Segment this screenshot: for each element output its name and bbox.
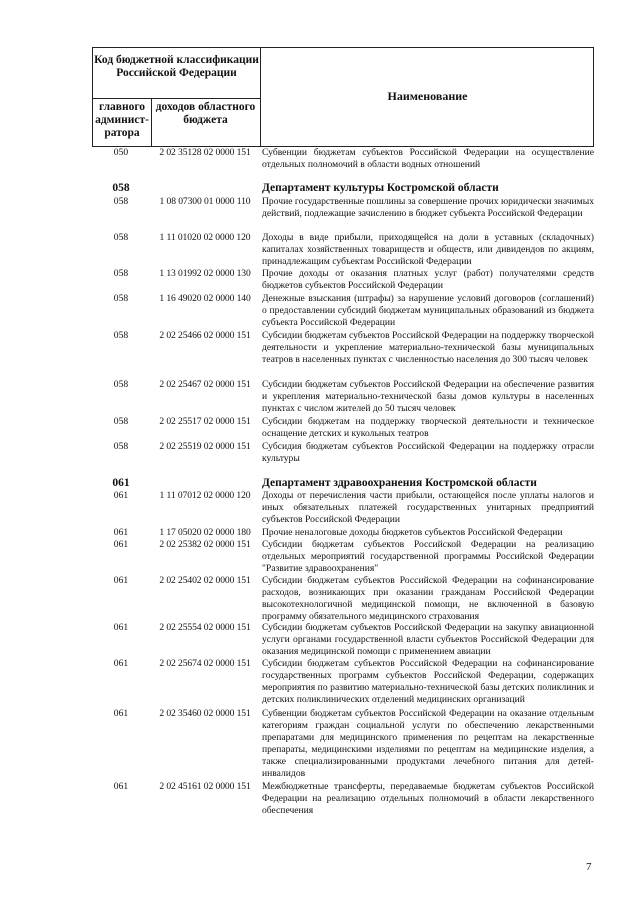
income-code: 2 02 25382 02 0000 151 <box>159 539 251 550</box>
admin-code: 061 <box>113 622 129 633</box>
income-code: 2 02 25467 02 0000 151 <box>159 379 251 390</box>
admin-code: 058 <box>113 416 129 427</box>
admin-code: 058 <box>113 379 129 390</box>
income-code: 2 02 25674 02 0000 151 <box>159 658 251 669</box>
income-code: 2 02 25402 02 0000 151 <box>159 575 251 586</box>
row-name: Денежные взыскания (штрафы) за нарушение условий договоров (соглашений) о предоставлении субсидий бюджетам муниципальных образований из бюджета субъекта Российской Федерации <box>262 293 594 328</box>
department-name: Департамент здравоохранения Костромской области <box>262 477 537 489</box>
header-name: Наименование <box>387 89 468 103</box>
admin-code: 058 <box>113 232 129 243</box>
row-name: Субвенции бюджетам субъектов Российской Федерации на осуществление отдельных полномочий в области водных отношений <box>262 147 594 170</box>
row-name: Субсидии бюджетам на поддержку творческой деятельности и техническое оснащение детских и кукольных театров <box>262 416 594 439</box>
admin-code: 050 <box>113 147 129 158</box>
admin-code: 058 <box>112 182 130 194</box>
income-code: 2 02 25519 02 0000 151 <box>159 441 251 452</box>
row-name: Субсидии бюджетам субъектов Российской Федерации на обеспечение развития и укрепления материально-технической базы домов культуры в населенных пунктах с числом жителей до 50 тысяч человек <box>262 379 594 414</box>
row-name: Доходы от перечисления части прибыли, остающейся после уплаты налогов и иных обязательных платежей государственных унитарных предприятий субъектов Российской Федерации <box>262 490 594 525</box>
admin-code: 061 <box>113 539 129 550</box>
page-number: 7 <box>586 861 592 873</box>
table-header <box>92 47 594 147</box>
row-name: Прочие доходы от оказания платных услуг (работ) получателями средств бюджетов субъектов Российской Федерации <box>262 268 594 291</box>
income-code: 1 13 01992 02 0000 130 <box>159 268 251 279</box>
income-code: 1 08 07300 01 0000 110 <box>159 196 251 207</box>
admin-code: 058 <box>113 330 129 341</box>
income-code: 2 02 25517 02 0000 151 <box>159 416 251 427</box>
admin-code: 061 <box>113 527 129 538</box>
income-code: 2 02 25554 02 0000 151 <box>159 622 251 633</box>
admin-code: 058 <box>113 268 129 279</box>
header-income: доходов областного бюджета <box>155 101 256 126</box>
row-name: Субсидии бюджетам субъектов Российской Федерации на софинансирование расходов, возникающих при оказании гражданам Российской Федерации высокотехнологичной медицинской помощи, не включенной в базовую программу обязательного медицинского страхования <box>262 575 594 622</box>
row-name: Прочие государственные пошлины за совершение прочих юридически значимых действий, подлежащие зачислению в бюджет субъекта Российской Федерации <box>262 196 594 219</box>
admin-code: 061 <box>113 781 129 792</box>
income-code: 2 02 25466 02 0000 151 <box>159 330 251 341</box>
row-name: Доходы в виде прибыли, приходящейся на доли в уставных (складочных) капиталах хозяйственных товариществ и обществ, или дивидендов по акциям, принадлежащим субъектам Российской Федерации <box>262 232 594 267</box>
admin-code: 061 <box>113 490 129 501</box>
admin-code: 058 <box>113 293 129 304</box>
header-code-group: Код бюджетной классификации Российской Федерации <box>94 54 259 79</box>
header-admin: главного админист-ратора <box>95 101 149 139</box>
row-name: Субсидия бюджетам субъектов Российской Федерации на поддержку отрасли культуры <box>262 441 594 464</box>
income-code: 2 02 35460 02 0000 151 <box>159 708 251 719</box>
income-code: 1 11 01020 02 0000 120 <box>159 232 251 243</box>
row-name: Субсидии бюджетам субъектов Российской Федерации на закупку авиационной услуги органами государственной власти субъектов Российской Федерации для оказания медицинской помощи с применением авиации <box>262 622 594 657</box>
row-name: Субсидии бюджетам субъектов Российской Федерации на поддержку творческой деятельности и укрепление материально-технической базы муниципальных театров в населенных пунктах с численностью населения до 300 тысяч человек <box>262 330 594 365</box>
admin-code: 061 <box>113 708 129 719</box>
income-code: 2 02 35128 02 0000 151 <box>159 147 251 158</box>
admin-code: 061 <box>113 575 129 586</box>
income-code: 1 11 07012 02 0000 120 <box>159 490 251 501</box>
admin-code: 061 <box>113 658 129 669</box>
admin-code: 061 <box>112 477 130 489</box>
admin-code: 058 <box>113 196 129 207</box>
department-name: Департамент культуры Костромской области <box>262 182 499 194</box>
income-code: 2 02 45161 02 0000 151 <box>159 781 251 792</box>
row-name: Прочие неналоговые доходы бюджетов субъектов Российской Федерации <box>262 527 563 538</box>
income-code: 1 17 05020 02 0000 180 <box>159 527 251 538</box>
row-name: Межбюджетные трансферты, передаваемые бюджетам субъектов Российской Федерации на реализацию отдельных полномочий в области лекарственного обеспечения <box>262 781 594 816</box>
row-name: Субсидии бюджетам субъектов Российской Федерации на софинансирование государственных программ субъектов Российской Федерации, содержащих мероприятия по развитию материально-технической базы детских поликлиник и детских поликлинических отделений медицинских организаций <box>262 658 594 705</box>
admin-code: 058 <box>113 441 129 452</box>
row-name: Субвенции бюджетам субъектов Российской Федерации на оказание отдельным категориям граждан социальной услуги по обеспечению лекарственными препаратами для медицинского применения по рецептам на лекарственные препараты, медицинскими изделиями по рецептам на медицинские изделия, а также специализированными продуктами лечебного питания для детей-инвалидов <box>262 708 594 779</box>
row-name: Субсидии бюджетам субъектов Российской Федерации на реализацию отдельных мероприятий государственной программы Российской Федерации "Развитие здравоохранения" <box>262 539 594 574</box>
income-code: 1 16 49020 02 0000 140 <box>159 293 251 304</box>
